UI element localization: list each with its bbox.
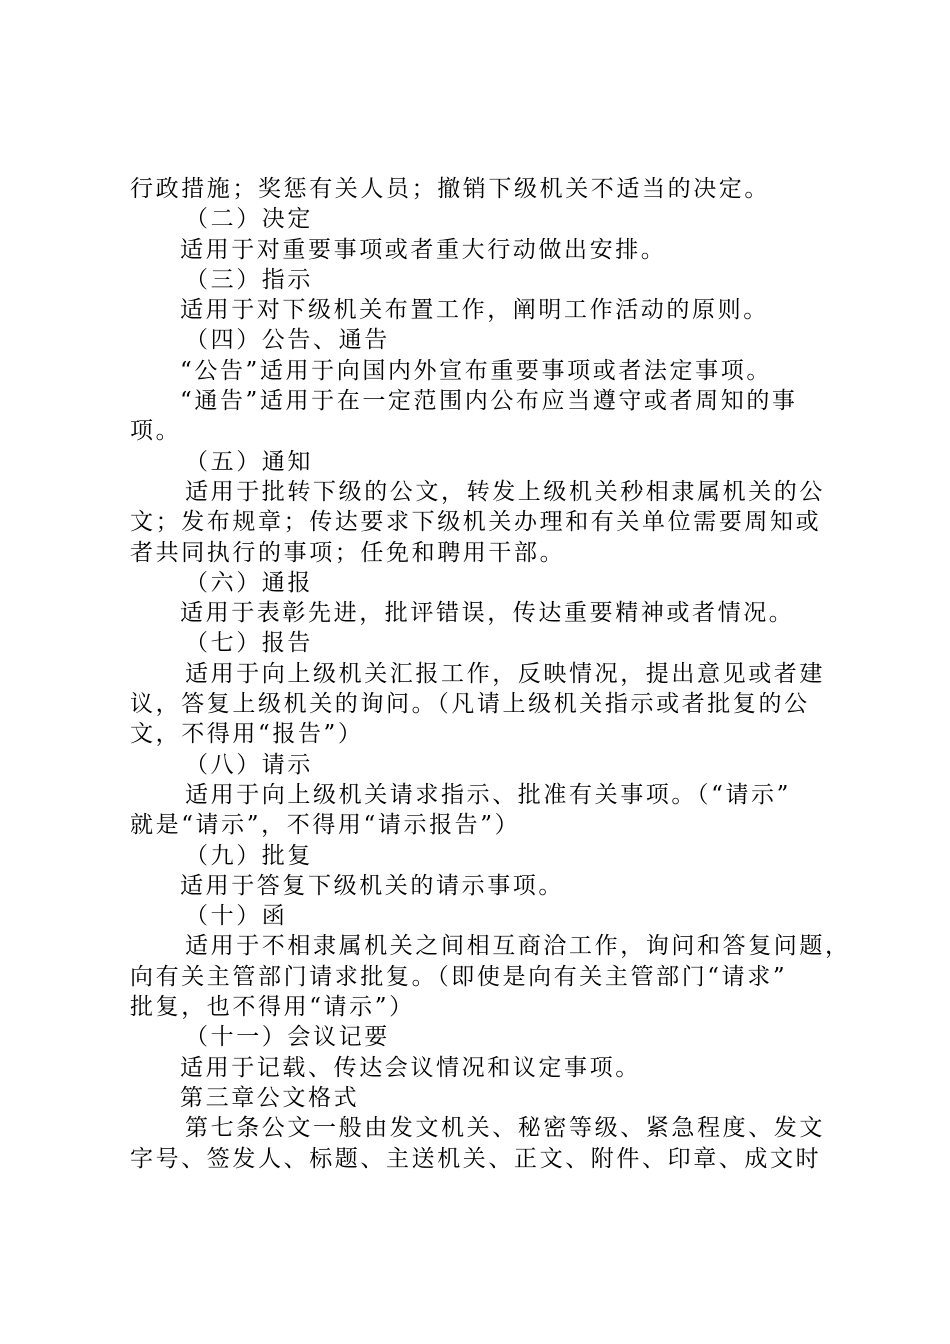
body-line: 适用于批转下级的公文，转发上级机关秒相隶属机关的公 <box>185 478 825 505</box>
body-line: 批复，也不得用“请示”） <box>130 994 415 1021</box>
body-line: 适用于表彰先进，批评错误，传达重要精神或者情况。 <box>180 600 795 627</box>
body-line: 议，答复上级机关的询问。（凡请上级机关指示或者批复的公 <box>130 691 810 718</box>
body-line: 行政措施；奖惩有关人员；撤销下级机关不适当的决定。 <box>130 176 770 202</box>
section-heading: （九）批复 <box>185 842 313 869</box>
document-body <box>130 174 851 1174</box>
chapter-heading: 第三章公文格式 <box>180 1084 360 1111</box>
body-line: “公告”适用于向国内外宣布重要事项或者法定事项。 <box>180 357 772 384</box>
section-heading: （七）报告 <box>185 630 313 657</box>
section-heading: （八）请示 <box>185 751 313 778</box>
body-line: 文；发布规章；传达要求下级机关办理和有关单位需要周知或 <box>130 509 822 536</box>
body-line: 字号、签发人、标题、主送机关、正文、附件、印章、成文时 <box>130 1145 822 1172</box>
section-heading: （四）公告、通告 <box>185 327 390 354</box>
section-heading: （六）通报 <box>185 569 313 596</box>
body-line: 者共同执行的事项；任免和聘用干部。 <box>130 539 566 566</box>
section-heading: （二）决定 <box>185 206 313 233</box>
section-heading: （十）函 <box>185 903 288 930</box>
body-line: 适用于对重要事项或者重大行动做出安排。 <box>180 236 667 263</box>
body-line: 项。 <box>130 418 182 445</box>
body-line: 适用于记载、传达会议情况和议定事项。 <box>180 1054 641 1081</box>
body-line: 就是“请示”，不得用“请示报告”） <box>130 812 521 839</box>
body-line: 适用于对下级机关布置工作，阐明工作活动的原则。 <box>180 297 769 324</box>
body-line: 适用于答复下级机关的请示事项。 <box>180 872 564 899</box>
body-line: 第七条公文一般由发文机关、秘密等级、紧急程度、发文 <box>185 1115 825 1142</box>
body-line: 文，不得用“报告”） <box>130 721 364 748</box>
body-line: 适用于向上级机关请求指示、批准有关事项。（“请示” <box>185 781 792 808</box>
body-line: 向有关主管部门请求批复。（即使是向有关主管部门“请求” <box>130 963 788 990</box>
section-heading: （五）通知 <box>185 448 313 475</box>
body-line: 适用于向上级机关汇报工作，反映情况，提出意见或者建 <box>185 660 825 687</box>
section-heading: （三）指示 <box>185 266 313 293</box>
section-heading: （十一）会议记要 <box>185 1024 390 1051</box>
body-line: “通告”适用于在一定范围内公布应当遵守或者周知的事 <box>180 388 798 415</box>
body-line: 适用于不相隶属机关之间相互商洽工作，询问和答复问题， <box>185 933 851 960</box>
